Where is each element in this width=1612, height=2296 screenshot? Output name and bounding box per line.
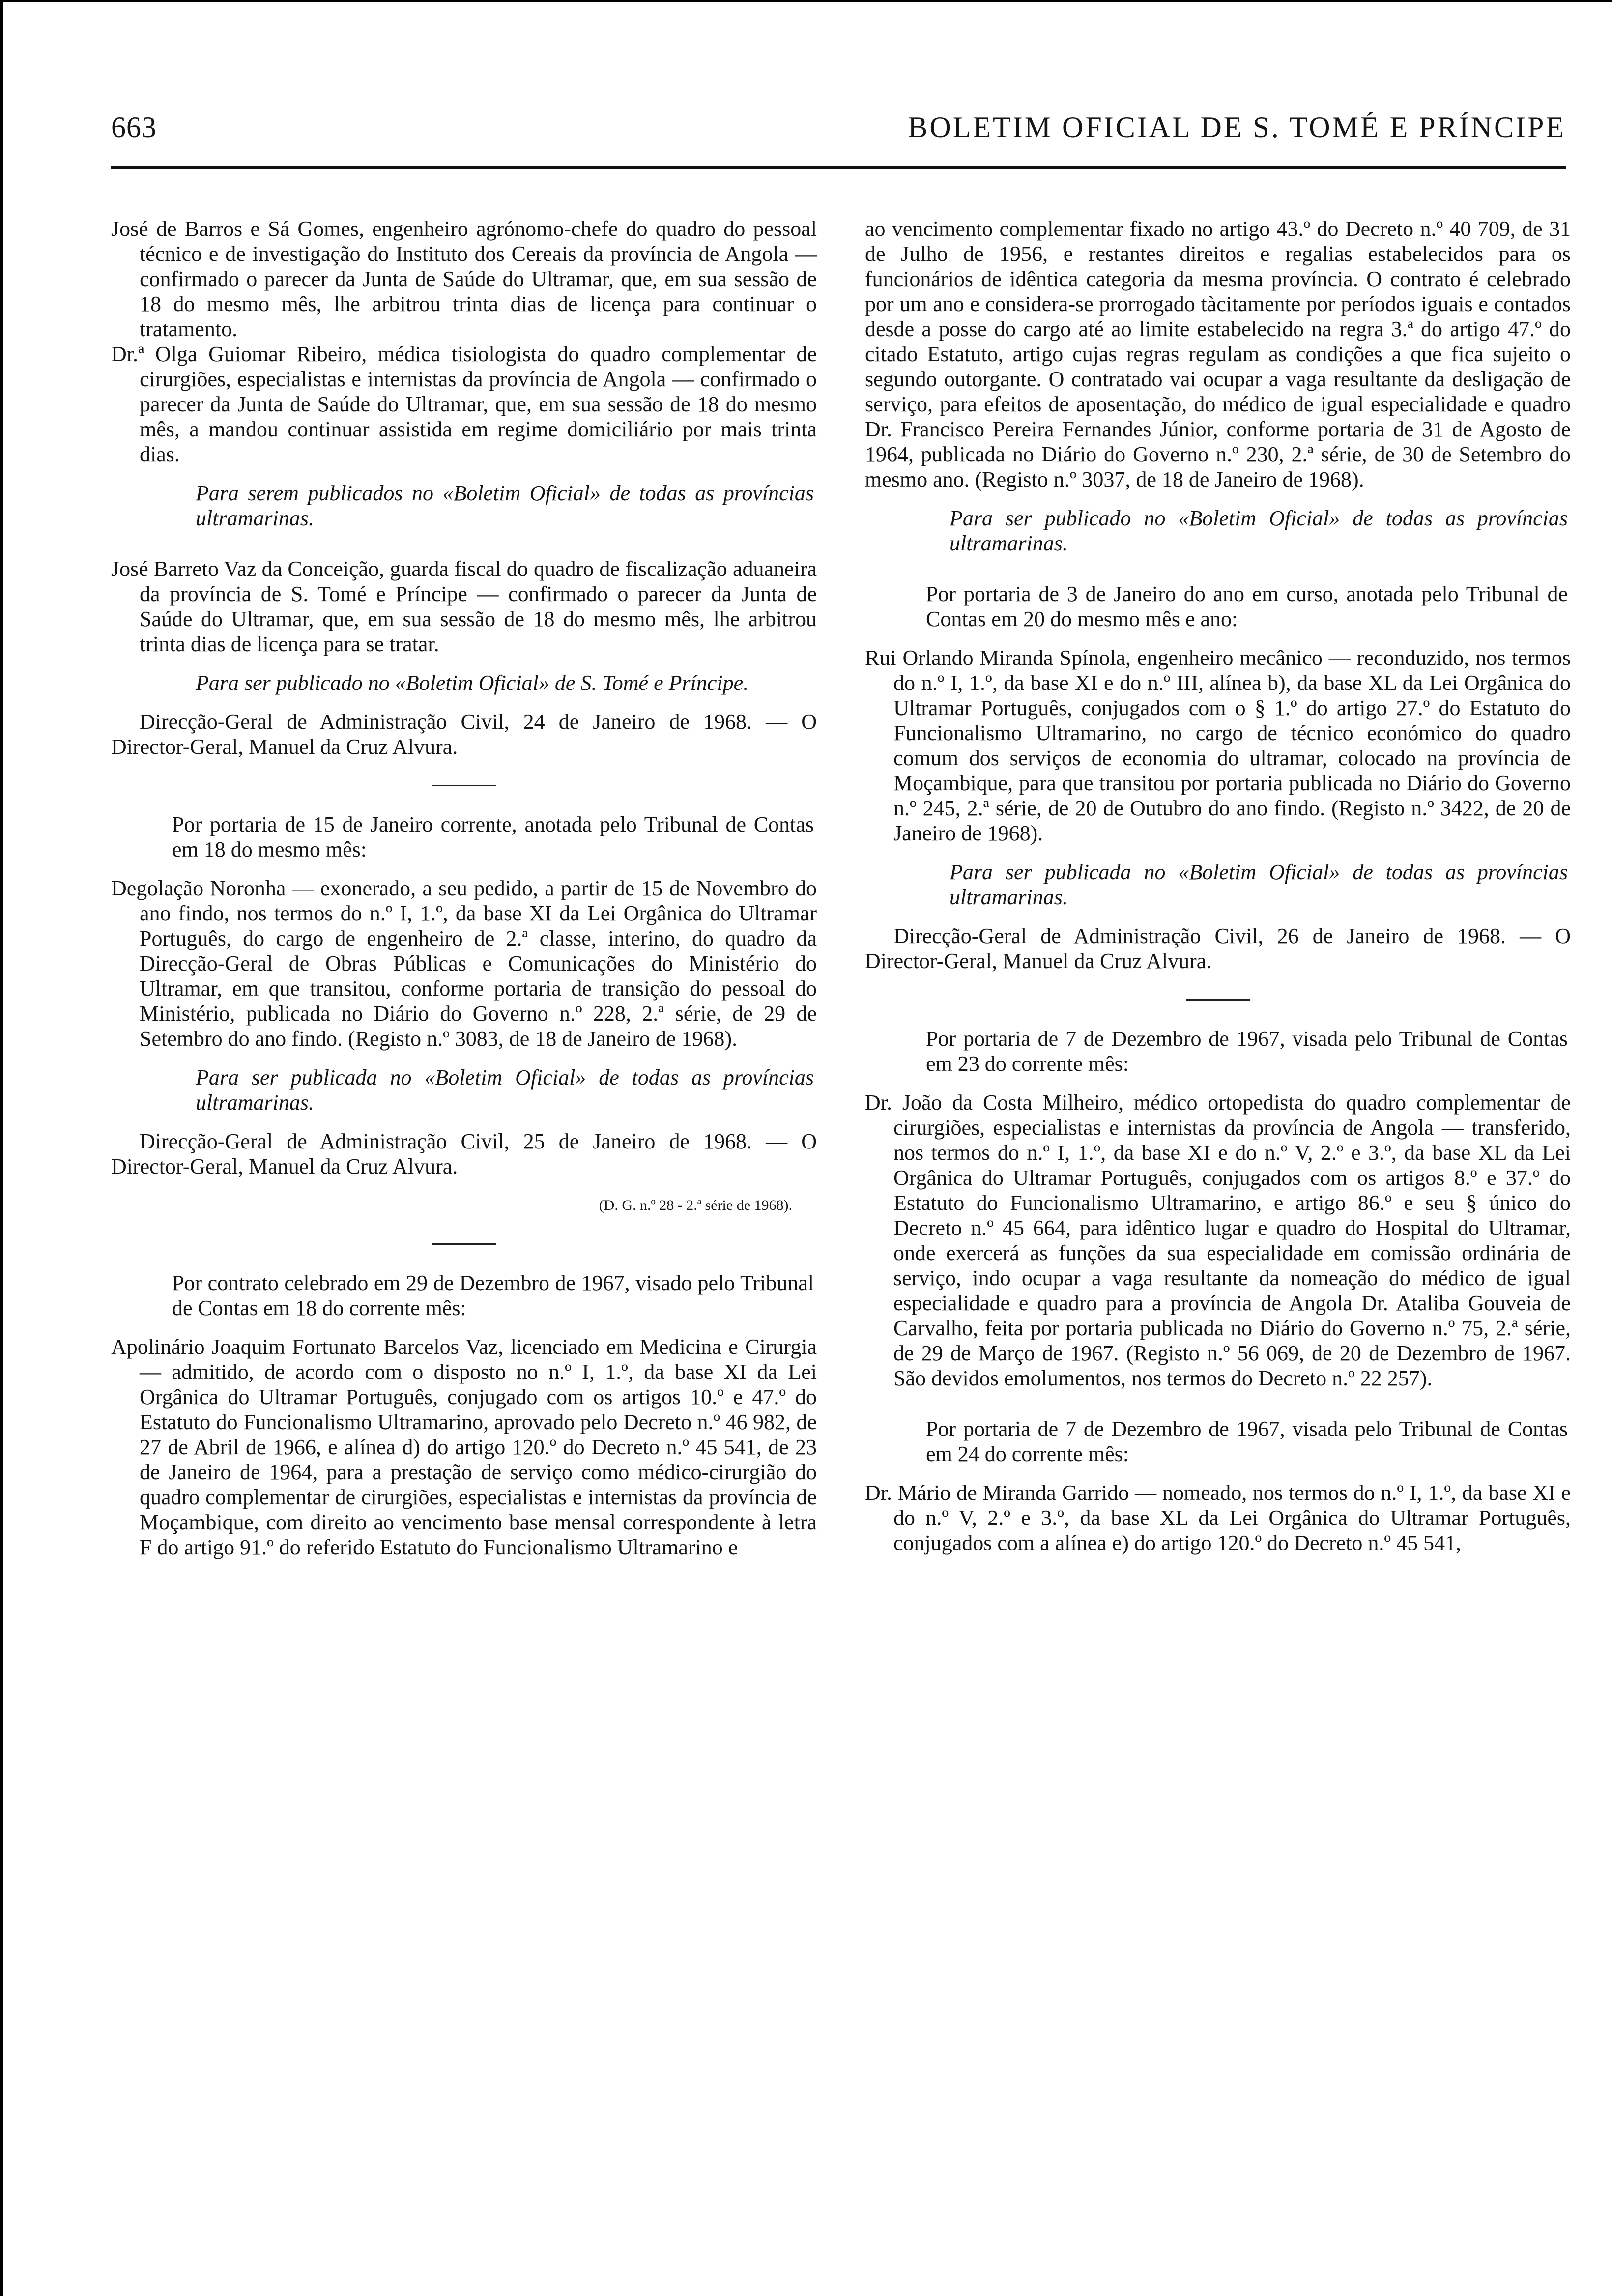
page-left-edge — [0, 0, 3, 2296]
entry-paragraph: Degolação Noronha — exonerado, a seu pedido, a partir de 15 de Novembro do ano findo, nos termos do n.º I, 1.º, da base XI da Lei Orgânica do Ultramar Português, do cargo de engenheiro de 2.ª classe, interino, do quadro da Direcção-Geral de Obras Públicas e Comunicações do Ministério do Ultramar, em que transitou, conforme portaria de transição do pessoal do Ministério, publicada no Diário do Governo n.º 228, 2.ª série, de 29 de Setembro do ano findo. (Registo n.º 3083, de 18 de Janeiro de 1968). — [111, 876, 817, 1051]
publication-note: Para serem publicados no «Boletim Oficial» de todas as províncias ultramarinas. — [196, 481, 814, 530]
publication-note: Para ser publicado no «Boletim Oficial» de todas as províncias ultramarinas. — [950, 506, 1568, 555]
entry-paragraph: Dr. João da Costa Milheiro, médico ortopedista do quadro complementar de cirurgiões, especialistas e internistas da província de Angola — transferido, nos termos do n.º I, 1.º, da base XI e do n.º V, 2.º e 3.º, da base XL da Lei Orgânica do Ultramar Português, conjugados com os artigos 8.º e 37.º do Estatuto do Funcionalismo Ultramarino, e artigo 86.º e seu § único do Decreto n.º 45 664, para idêntico lugar e quadro do Hospital do Ultramar, onde exercerá as funções da sua especialidade em comissão ordinária de serviço, indo ocupar a vaga resultante da nomeação do médico de igual especialidade e quadro para a província de Angola Dr. Ataliba Gouveia de Carvalho, feita por portaria publicada no Diário do Governo n.º 75, 2.ª série, de 29 de Março de 1967. (Registo n.º 56 069, de 20 de Dezembro de 1967. São devidos emolumentos, nos termos do Decreto n.º 22 257). — [865, 1091, 1571, 1390]
entry-paragraph: Rui Orlando Miranda Spínola, engenheiro mecânico — reconduzido, nos termos do n.º I, 1.º, da base XI e do n.º III, alínea b), da base XL da Lei Orgânica do Ultramar Português, conjugados com o § 1.º do artigo 27.º do Estatuto do Funcionalismo Ultramarino, no cargo de técnico económico do quadro comum dos serviços de economia do ultramar, colocado na província de Moçambique, para que transitou por portaria publicada no Diário do Governo n.º 245, 2.ª série, de 20 de Outubro do ano findo. (Registo n.º 3422, de 20 de Janeiro de 1968). — [865, 646, 1571, 845]
section-separator — [432, 785, 496, 786]
decree-intro: Por portaria de 7 de Dezembro de 1967, visada pelo Tribunal de Contas em 24 do corrente mês: — [926, 1417, 1568, 1466]
decree-intro: Por portaria de 3 de Janeiro do ano em curso, anotada pelo Tribunal de Contas em 20 do mesmo mês e ano: — [926, 582, 1568, 631]
running-title: BOLETIM OFICIAL DE S. TOMÉ E PRÍNCIPE — [908, 111, 1566, 144]
section-separator — [432, 1243, 496, 1245]
continued-paragraph: ao vencimento complementar fixado no artigo 43.º do Decreto n.º 40 709, de 31 de Julho de 1956, e restantes direitos e regalias estabelecidos para os funcionários de idêntica categoria da mesma província. O contrato é celebrado por um ano e considera-se prorrogado tàcitamente por períodos iguais e contados desde a posse do cargo até ao limite estabelecido na regra 3.ª do artigo 47.º do citado Estatuto, artigo cujas regras regulam as condições a que fica sujeito o segundo outorgante. O contratado vai ocupar a vaga resultante da desligação de serviço, para efeitos de aposentação, do médico de igual especialidade e quadro Dr. Francisco Pereira Fernandes Júnior, conforme portaria de 31 de Agosto de 1964, publicada no Diário do Governo n.º 230, 2.ª série, de 30 de Setembro do mesmo ano. (Registo n.º 3037, de 18 de Janeiro de 1968). — [865, 217, 1571, 491]
page-top-edge — [0, 0, 1612, 2]
signature-line: Direcção-Geral de Administração Civil, 25 de Janeiro de 1968. — O Director-Geral, Manuel da Cruz Alvura. — [111, 1129, 817, 1178]
decree-intro: Por portaria de 15 de Janeiro corrente, anotada pelo Tribunal de Contas em 18 do mesmo mês: — [172, 812, 814, 861]
header-rule — [111, 166, 1566, 169]
publication-note: Para ser publicado no «Boletim Oficial» de S. Tomé e Príncipe. — [196, 671, 749, 695]
page-number: 663 — [111, 111, 157, 144]
entry-paragraph: José de Barros e Sá Gomes, engenheiro agrónomo-chefe do quadro do pessoal técnico e de investigação do Instituto dos Cereais da província de Angola — confirmado o parecer da Junta de Saúde do Ultramar, que, em sua sessão de 18 do mesmo mês, lhe arbitrou trinta dias de licença para continuar o tratamento. — [111, 217, 817, 341]
right-column — [865, 216, 1571, 2275]
page-header — [111, 111, 1566, 165]
signature-line: Direcção-Geral de Administração Civil, 24 de Janeiro de 1968. — O Director-Geral, Manuel da Cruz Alvura. — [111, 710, 817, 759]
publication-note: Para ser publicada no «Boletim Oficial» de todas as províncias ultramarinas. — [950, 860, 1568, 909]
signature-line: Direcção-Geral de Administração Civil, 26 de Janeiro de 1968. — O Director-Geral, Manuel da Cruz Alvura. — [865, 924, 1571, 973]
entry-paragraph: Apolinário Joaquim Fortunato Barcelos Vaz, licenciado em Medicina e Cirurgia — admitido, de acordo com o disposto no n.º I, 1.º, da base XI da Lei Orgânica do Ultramar Português, conjugado com os artigos 10.º e 47.º do Estatuto do Funcionalismo Ultramarino, aprovado pelo Decreto n.º 46 982, de 27 de Abril de 1966, e alínea d) do artigo 120.º do Decreto n.º 45 541, de 23 de Janeiro de 1964, para a prestação de serviço como médico-cirurgião do quadro complementar de cirurgiões, especialistas e internistas da província de Moçambique, com direito ao vencimento base mensal correspondente à letra F do artigo 91.º do referido Estatuto do Funcionalismo Ultramarino e — [111, 1335, 817, 1559]
publication-note: Para ser publicada no «Boletim Oficial» de todas as províncias ultramarinas. — [196, 1065, 814, 1115]
left-column — [111, 216, 817, 2275]
entry-paragraph: Dr.ª Olga Guiomar Ribeiro, médica tisiologista do quadro complementar de cirurgiões, especialistas e internistas da província de Angola — confirmado o parecer da Junta de Saúde do Ultramar, que, em sua sessão de 18 do mesmo mês, a mandou continuar assistida em regime domiciliário por mais trinta dias. — [111, 342, 817, 466]
entry-paragraph: Dr. Mário de Miranda Garrido — nomeado, nos termos do n.º I, 1.º, da base XI e do n.º V, 2.º e 3.º, da base XL da Lei Orgânica do Ultramar Português, conjugados com a alínea e) do artigo 120.º do Decreto n.º 45 541, — [865, 1481, 1571, 1555]
source-reference: (D. G. n.º 28 - 2.ª série de 1968). — [599, 1197, 792, 1213]
section-separator — [1186, 999, 1250, 1001]
decree-intro: Por portaria de 7 de Dezembro de 1967, visada pelo Tribunal de Contas em 23 do corrente mês: — [926, 1027, 1568, 1076]
decree-intro: Por contrato celebrado em 29 de Dezembro de 1967, visado pelo Tribunal de Contas em 18 do corrente mês: — [172, 1271, 814, 1320]
entry-paragraph: José Barreto Vaz da Conceição, guarda fiscal do quadro de fiscalização aduaneira da província de S. Tomé e Príncipe — confirmado o parecer da Junta de Saúde do Ultramar, que, em sua sessão de 18 do mesmo mês, lhe arbitrou trinta dias de licença para se tratar. — [111, 557, 817, 656]
